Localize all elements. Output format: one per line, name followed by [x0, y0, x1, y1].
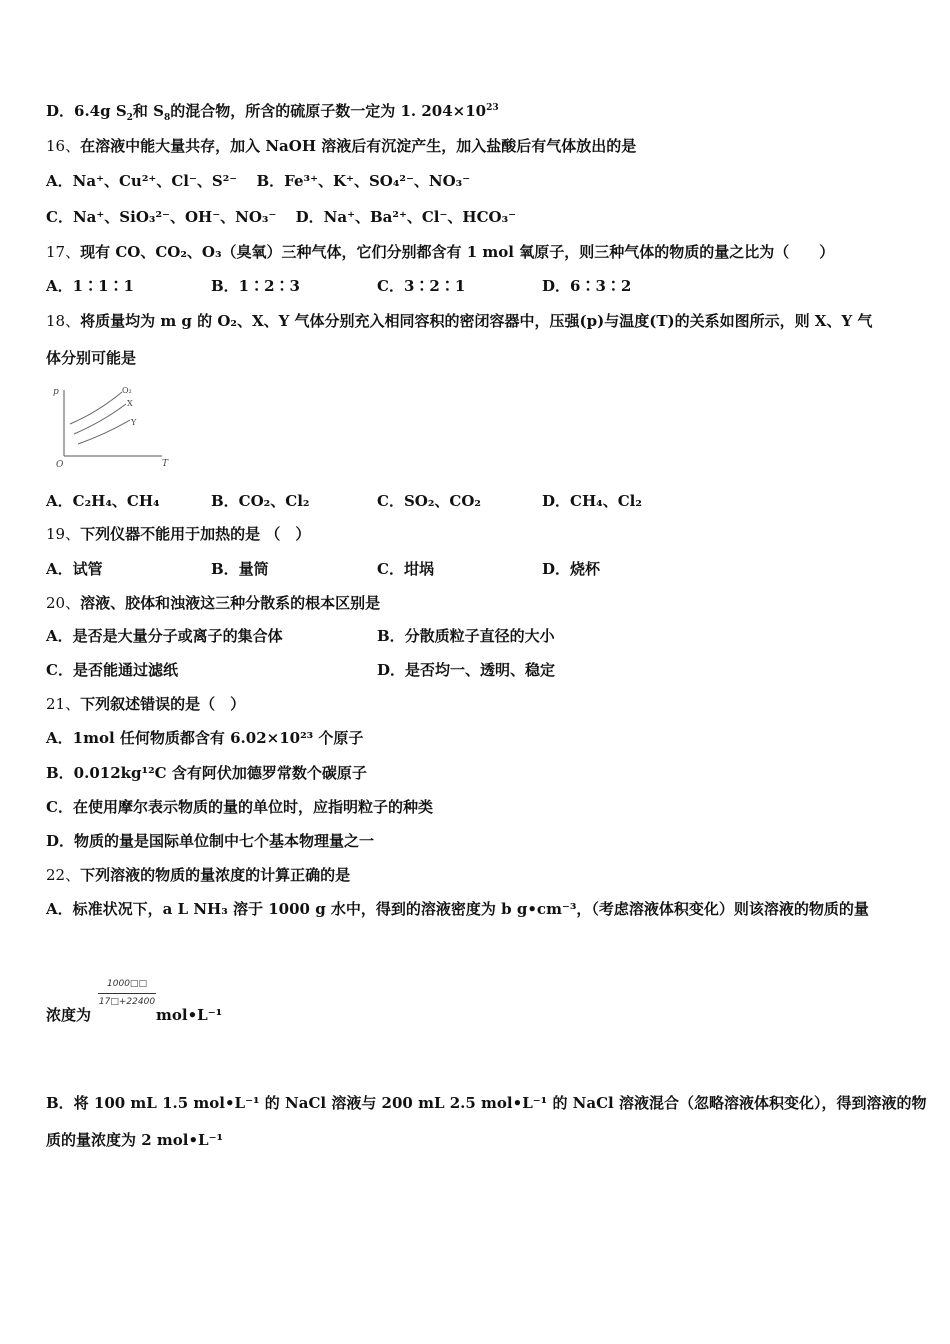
q17-option-c: C．3∶2∶1	[377, 277, 466, 295]
q16-d-text: Na⁺、Ba²⁺、Cl⁻、HCO₃⁻	[323, 208, 517, 226]
graph-curve-y	[78, 420, 130, 444]
q20-option-d: D．是否均一、透明、稳定	[377, 661, 556, 679]
q16-a-text: Na⁺、Cu²⁺、Cl⁻、S²⁻	[72, 172, 238, 190]
q20-number: 20、	[46, 594, 81, 612]
q15-d-text3: 的混合物，所含的硫原子数一定为 1. 204×10	[170, 102, 487, 120]
q15-d-text2: 和 S	[132, 102, 164, 120]
q20-stem	[46, 593, 380, 613]
q20-option-c: C．是否能通过滤纸	[46, 661, 178, 679]
q16-options-ab	[46, 171, 470, 191]
q18-option-c: C．SO₂、CO₂	[377, 492, 481, 510]
q21-option-a: A．1mol 任何物质都含有 6.02×10²³ 个原子	[46, 729, 364, 747]
q22-option-b-line1: B．将 100 mL 1.5 mol•L⁻¹ 的 NaCl 溶液与 200 mL 2.5 mol•L⁻¹ 的 NaCl 溶液混合（忽略溶液体积变化），得到溶液的物	[46, 1094, 927, 1112]
q16-b-label: B．	[256, 172, 285, 190]
graph-label-origin: O	[56, 460, 64, 470]
q22-option-a-prefix: 浓度为	[46, 1006, 92, 1024]
graph-label-x: X	[127, 399, 133, 408]
q16-c-text: Na⁺、SiO₃²⁻、OH⁻、NO₃⁻	[72, 208, 277, 226]
q18-stem-text: 将质量均为 m g 的 O₂、X、Y 气体分别充入相同容积的密闭容器中，压强(p)与温度(T)的关系如图所示，则 X、Y 气	[80, 312, 873, 330]
q17-stem-text: 现有 CO、CO₂、O₃（臭氧）三种气体，它们分别都含有 1 mol 氧原子，则三种气体的物质的量之比为（ ）	[80, 243, 835, 261]
q22-a-fraction-bar	[98, 993, 156, 994]
q16-a-label: A．	[46, 172, 73, 190]
q20-option-b: B．分散质粒子直径的大小	[377, 627, 555, 645]
q19-option-b: B．量筒	[211, 560, 269, 578]
q21-stem-text: 下列叙述错误的是（ ）	[80, 695, 246, 713]
q20-option-a: A．是否是大量分子或离子的集合体	[46, 627, 283, 645]
q22-option-a-suffix: mol•L⁻¹	[156, 1006, 223, 1024]
q19-option-d: D．烧杯	[542, 560, 601, 578]
q16-stem	[46, 136, 636, 156]
q20-stem-text: 溶液、胶体和浊液这三种分散系的根本区别是	[80, 594, 381, 612]
q17-option-a: A．1∶1∶1	[46, 277, 134, 295]
graph-label-o2: O₂	[122, 386, 132, 395]
q16-number: 16、	[46, 137, 81, 155]
q15-d-text1: 6.4g S	[74, 102, 127, 120]
graph-label-y: Y	[131, 418, 137, 427]
q22-a-fraction-numerator: 1000□□	[107, 979, 147, 989]
q18-option-a: A．C₂H₄、CH₄	[46, 492, 160, 510]
q16-options-cd	[46, 207, 516, 227]
q16-b-text: Fe³⁺、K⁺、SO₄²⁻、NO₃⁻	[284, 172, 471, 190]
q15-d-sup: 23	[486, 103, 499, 113]
q16-d-label: D．	[295, 208, 324, 226]
q17-option-b: B．1∶2∶3	[211, 277, 300, 295]
q19-stem-text: 下列仪器不能用于加热的是 （ ）	[80, 525, 311, 543]
q22-stem	[46, 865, 350, 885]
q15-d-label: D．	[46, 102, 75, 120]
q22-option-b-line2: 质的量浓度为 2 mol•L⁻¹	[46, 1131, 224, 1149]
q22-option-a-line1: A．标准状况下，a L NH₃ 溶于 1000 g 水中，得到的溶液密度为 b g•cm⁻³，（考虑溶液体积变化）则该溶液的物质的量	[46, 900, 869, 918]
q21-option-b: B．0.012kg¹²C 含有阿伏加德罗常数个碳原子	[46, 764, 367, 782]
q19-number: 19、	[46, 525, 81, 543]
q22-number: 22、	[46, 866, 81, 884]
q15-d-sub2: 8	[163, 113, 171, 123]
q18-stem-line2: 体分别可能是	[46, 349, 137, 367]
q18-number: 18、	[46, 312, 81, 330]
q18-stem-line1	[46, 311, 872, 331]
q22-a-fraction	[96, 977, 158, 1013]
q17-number: 17、	[46, 243, 81, 261]
graph-label-t: T	[162, 459, 169, 469]
q19-option-a: A．试管	[46, 560, 103, 578]
q19-option-c: C．坩埚	[377, 560, 434, 578]
pressure-temperature-graph	[50, 382, 180, 472]
q22-a-fraction-denominator: 17□+22400	[98, 997, 156, 1007]
q16-c-label: C．	[46, 208, 73, 226]
q21-option-d: D．物质的量是国际单位制中七个基本物理量之一	[46, 832, 375, 850]
q16-stem-text: 在溶液中能大量共存，加入 NaOH 溶液后有沉淀产生，加入盐酸后有气体放出的是	[80, 137, 637, 155]
graph-label-p: p	[53, 387, 59, 397]
q17-stem	[46, 242, 834, 262]
q19-stem	[46, 524, 310, 544]
q18-option-b: B．CO₂、Cl₂	[211, 492, 310, 510]
q21-number: 21、	[46, 695, 81, 713]
q21-stem	[46, 694, 245, 714]
q22-stem-text: 下列溶液的物质的量浓度的计算正确的是	[80, 866, 351, 884]
q17-option-d: D．6∶3∶2	[542, 277, 632, 295]
q15-option-d	[46, 101, 499, 121]
q21-option-c: C．在使用摩尔表示物质的量的单位时，应指明粒子的种类	[46, 798, 433, 816]
q15-d-sub1: 2	[126, 113, 133, 123]
q18-option-d: D．CH₄、Cl₂	[542, 492, 642, 510]
graph-curve-o2	[70, 392, 122, 424]
